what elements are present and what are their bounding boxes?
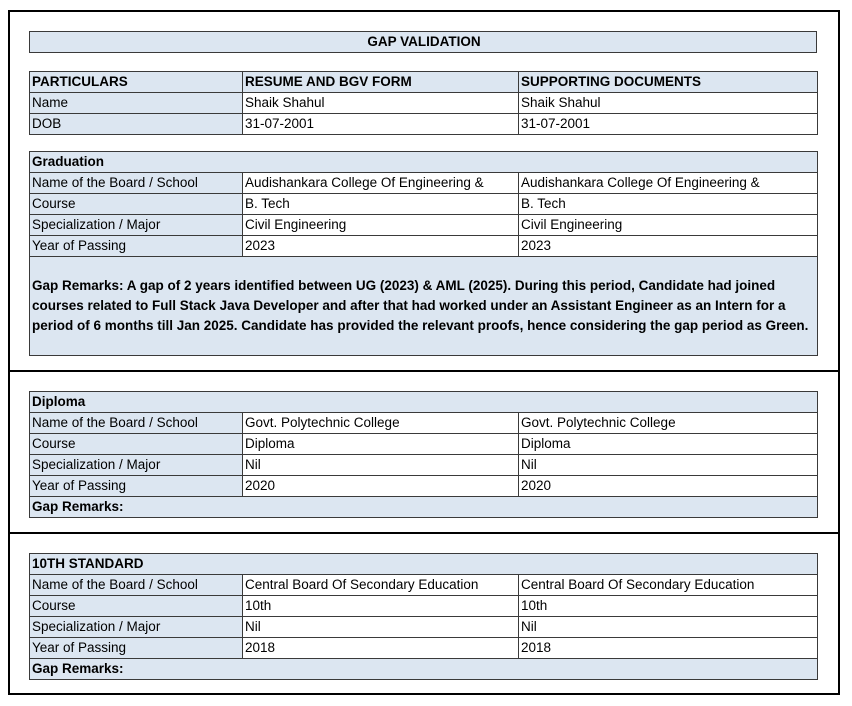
table-row: [30, 413, 818, 434]
header-particulars: PARTICULARS: [30, 72, 243, 93]
table-row: [30, 617, 818, 638]
tenth-gap-remarks: Gap Remarks:: [30, 659, 818, 680]
resume-specialization: Civil Engineering: [243, 215, 519, 236]
resume-year: 2018: [243, 638, 519, 659]
tenth-heading: 10TH STANDARD: [30, 554, 818, 575]
resume-course: Diploma: [243, 434, 519, 455]
resume-board: Audishankara College Of Engineering &: [243, 173, 519, 194]
row-label-specialization: Specialization / Major: [30, 455, 243, 476]
particulars-table: [29, 71, 818, 135]
resume-board: Central Board Of Secondary Education: [243, 575, 519, 596]
resume-dob: 31-07-2001: [243, 114, 519, 135]
gap-validation-title-table: [29, 31, 817, 53]
row-label-specialization: Specialization / Major: [30, 215, 243, 236]
resume-year: 2023: [243, 236, 519, 257]
diploma-heading: Diploma: [30, 392, 818, 413]
table-row: [30, 434, 818, 455]
resume-year: 2020: [243, 476, 519, 497]
resume-specialization: Nil: [243, 617, 519, 638]
header-resume-bgv: RESUME AND BGV FORM: [243, 72, 519, 93]
table-row: [30, 215, 818, 236]
resume-name: Shaik Shahul: [243, 93, 519, 114]
particulars-header-row: [30, 72, 818, 93]
diploma-gap-remarks: Gap Remarks:: [30, 497, 818, 518]
supporting-course: 10th: [519, 596, 818, 617]
supporting-year: 2023: [519, 236, 818, 257]
supporting-board: Audishankara College Of Engineering &: [519, 173, 818, 194]
header-supporting-docs: SUPPORTING DOCUMENTS: [519, 72, 818, 93]
supporting-specialization: Nil: [519, 617, 818, 638]
graduation-heading: Graduation: [30, 152, 818, 173]
table-row: [30, 236, 818, 257]
supporting-dob: 31-07-2001: [519, 114, 818, 135]
supporting-specialization: Nil: [519, 455, 818, 476]
table-row: [30, 476, 818, 497]
row-label-course: Course: [30, 194, 243, 215]
row-label-year: Year of Passing: [30, 476, 243, 497]
resume-board: Govt. Polytechnic College: [243, 413, 519, 434]
row-label-specialization: Specialization / Major: [30, 617, 243, 638]
supporting-course: Diploma: [519, 434, 818, 455]
row-label-board: Name of the Board / School: [30, 173, 243, 194]
supporting-board: Central Board Of Secondary Education: [519, 575, 818, 596]
supporting-specialization: Civil Engineering: [519, 215, 818, 236]
resume-course: B. Tech: [243, 194, 519, 215]
supporting-name: Shaik Shahul: [519, 93, 818, 114]
graduation-gap-remarks: Gap Remarks: A gap of 2 years identified between UG (2023) & AML (2025). During this period, Candidate had joined courses related to Full Stack Java Developer and after that had worked under an Assistant Engineer as an Intern for a period of 6 months till Jan 2025. Candidate has provided the relevant proofs, hence considering the gap period as Green.: [30, 257, 818, 356]
table-row: [30, 93, 818, 114]
row-label-course: Course: [30, 596, 243, 617]
tenth-table: [29, 553, 818, 680]
table-row: [30, 575, 818, 596]
supporting-year: 2020: [519, 476, 818, 497]
row-label-year: Year of Passing: [30, 236, 243, 257]
row-label-course: Course: [30, 434, 243, 455]
supporting-course: B. Tech: [519, 194, 818, 215]
graduation-table: [29, 151, 818, 356]
resume-course: 10th: [243, 596, 519, 617]
diploma-table: [29, 391, 818, 518]
table-row: [30, 194, 818, 215]
table-row: [30, 455, 818, 476]
row-label-dob: DOB: [30, 114, 243, 135]
supporting-year: 2018: [519, 638, 818, 659]
table-row: [30, 638, 818, 659]
table-row: [30, 596, 818, 617]
table-row: [30, 114, 818, 135]
resume-specialization: Nil: [243, 455, 519, 476]
supporting-board: Govt. Polytechnic College: [519, 413, 818, 434]
row-label-name: Name: [30, 93, 243, 114]
row-label-board: Name of the Board / School: [30, 575, 243, 596]
row-label-board: Name of the Board / School: [30, 413, 243, 434]
row-label-year: Year of Passing: [30, 638, 243, 659]
table-row: [30, 173, 818, 194]
page-title: GAP VALIDATION: [30, 32, 817, 53]
